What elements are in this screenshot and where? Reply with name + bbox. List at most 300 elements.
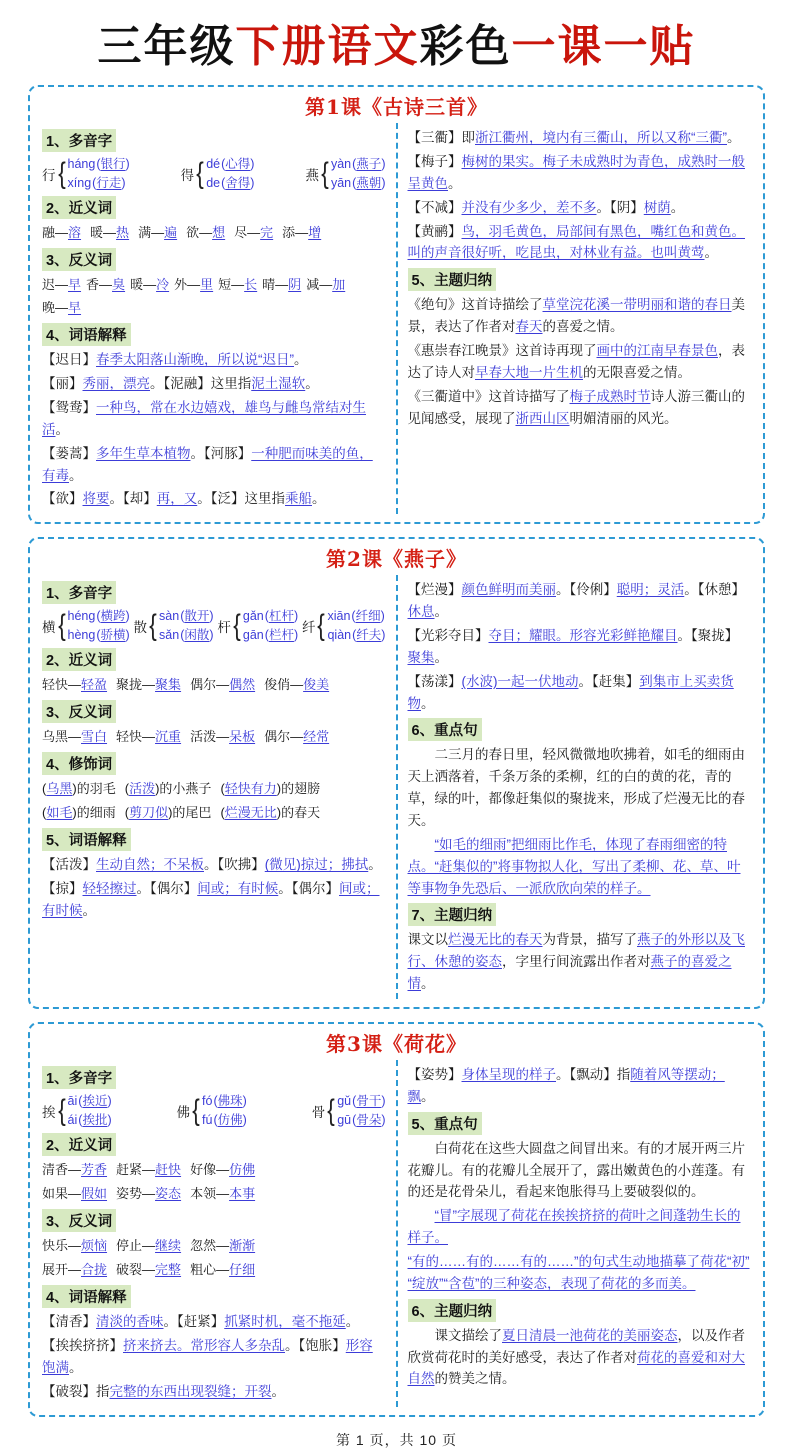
paren: ( [221, 157, 226, 172]
text-line [42, 397, 386, 441]
word-pair [42, 297, 81, 319]
text-segment: 浙江衢州，境内有三衢山，所以又称“三衢” [475, 130, 727, 146]
text-segment: 【河豚】 [204, 445, 252, 461]
lesson-card-lesson-3 [28, 1022, 765, 1417]
text-segment: 【挨挨挤挤】 [42, 1337, 123, 1353]
polyphone-readings [337, 1093, 385, 1129]
example-word: 纤细 [355, 609, 381, 624]
lesson-left-column [42, 123, 396, 514]
word-pair [306, 274, 345, 296]
paren: ) [381, 176, 386, 191]
paren: ( [213, 1112, 218, 1127]
pinyin: gǔ [337, 1093, 352, 1108]
lesson-left-column [42, 575, 396, 999]
text-segment: 【掠】 [42, 881, 83, 897]
pair-right: 热 [116, 224, 130, 240]
text-segment: 草堂浣花溪一带明丽和谐的春日 [542, 297, 732, 313]
word-pair [190, 1259, 255, 1281]
modified-noun: 的羽毛 [76, 781, 116, 797]
word-pair [190, 674, 255, 696]
word-pair [116, 726, 181, 748]
pair-left: 聚拢— [116, 676, 156, 692]
text-line [42, 1381, 386, 1403]
polyphone-readings [68, 1093, 112, 1129]
section-heading [42, 581, 386, 604]
modified-noun: 的细雨 [76, 805, 116, 821]
paren: ) [107, 1112, 112, 1127]
pair-left: 暖— [130, 277, 157, 293]
text-segment: 。 [556, 1066, 570, 1082]
section-heading [408, 718, 752, 741]
brace-icon: { [57, 1093, 66, 1127]
word-pair [282, 222, 321, 244]
text-segment: 春季太阳落山渐晚，所以说“迟日” [96, 352, 294, 368]
word-pair [90, 222, 129, 244]
lesson-sections [28, 85, 765, 1416]
title-segment: 三年级 [97, 21, 236, 72]
text-segment: 多年生草本植物 [96, 445, 191, 461]
pair-left: 姿势— [116, 1185, 156, 1201]
pair-right: 遍 [164, 224, 178, 240]
modified-noun: 的尾巴 [172, 805, 212, 821]
paren: ( [351, 609, 356, 624]
polyphone-reading [327, 608, 385, 625]
word-pair [130, 274, 169, 296]
text-line [408, 1205, 752, 1249]
pair-right: 继续 [155, 1237, 182, 1253]
word-pair [174, 274, 213, 296]
pair-right: 溶 [68, 224, 82, 240]
pair-left: 短— [218, 277, 245, 293]
lesson-right-column [396, 575, 752, 999]
text-line [408, 386, 752, 430]
section-heading [42, 129, 386, 152]
polyphone-reading [68, 156, 130, 173]
modifier-word: 乌黑 [46, 781, 73, 797]
modifier-item [42, 802, 116, 824]
word-pair [262, 274, 301, 296]
pinyin: háng [67, 157, 96, 172]
pair-left: 轻快— [42, 676, 82, 692]
word-pair [264, 726, 329, 748]
section-heading [42, 700, 386, 723]
modifier-word: 如毛 [46, 805, 73, 821]
paren: ) [125, 157, 130, 172]
word-pair [42, 274, 81, 296]
polyphone-reading [331, 156, 386, 173]
pair-left: 偶尔— [264, 729, 304, 745]
paren: ( [96, 157, 101, 172]
pair-right: 冷 [156, 277, 170, 293]
polyphone-readings [243, 608, 298, 644]
paren: ) [168, 805, 173, 821]
section-heading-label: 5、主题归纳 [408, 268, 497, 291]
polyphone-reading [202, 1093, 247, 1110]
paren: ) [125, 609, 130, 624]
text-segment: 。 [278, 881, 292, 897]
example-word: 挨批 [82, 1112, 108, 1127]
brace-icon: { [233, 609, 241, 643]
pair-right: 增 [308, 224, 322, 240]
example-word: 佛珠 [217, 1093, 243, 1108]
text-segment: 春天 [515, 319, 543, 335]
title-segment: 下册语文 [235, 21, 420, 72]
paren: ) [107, 1093, 112, 1108]
text-segment: 身体呈现的样子 [461, 1066, 556, 1082]
polyphone-readings [68, 608, 130, 644]
text-segment: 白荷花在这些大圆盘之间冒出来。有的才展开两三片花瓣儿。有的花瓣儿全展开了，露出嫩黄色的小莲蓬。有的还是花骨朵儿，看起来饱胀得马上要破裂似的。 [407, 1140, 745, 1200]
text-segment: 。 [596, 199, 610, 215]
polyphone-reading [68, 1093, 112, 1110]
text-segment: 早春大地一片生机 [475, 364, 583, 380]
pair-right: 阴 [288, 277, 302, 293]
pair-left: 活泼— [190, 729, 230, 745]
text-segment: 。 [677, 627, 691, 643]
text-segment: 【姿势】 [407, 1066, 462, 1082]
text-segment: 【却】 [123, 491, 157, 507]
example-word: 心得 [225, 157, 251, 172]
modifier-item [220, 802, 320, 824]
pair-left: 满— [138, 224, 165, 240]
pair-right: 加 [332, 277, 346, 293]
pair-right: 里 [200, 277, 214, 293]
pair-left: 快乐— [42, 1237, 82, 1253]
modifier-item [42, 778, 116, 800]
word-pairs-row [42, 222, 386, 244]
section-heading-label: 1、多音字 [42, 129, 116, 152]
paren: ( [264, 628, 269, 643]
paren: ( [78, 1112, 83, 1127]
polyphone-item [42, 608, 130, 644]
paren: ) [242, 1093, 247, 1108]
lesson-columns [42, 575, 751, 999]
pair-right: 俊美 [303, 676, 330, 692]
text-line [42, 373, 386, 395]
pair-right: 完整 [155, 1262, 182, 1278]
text-segment: 清淡的香味 [96, 1314, 164, 1330]
paren: ) [72, 781, 77, 797]
brace-icon: { [57, 609, 66, 643]
section-heading [42, 648, 386, 671]
paren: ) [276, 805, 282, 821]
text-line [408, 221, 752, 265]
polyphone-readings [68, 156, 130, 192]
pair-right: 臭 [112, 277, 126, 293]
pair-left: 忽然— [190, 1237, 230, 1253]
text-segment: 一种鸟，常在水边嬉戏，雄鸟与雌鸟常结对生活 [42, 399, 366, 437]
section-heading-label: 5、重点句 [408, 1112, 482, 1135]
polyphone-base-char: 燕 [305, 168, 319, 184]
text-line [42, 443, 386, 487]
text-segment: 夺目；耀眼。形容光彩鲜艳耀目 [488, 627, 678, 643]
polyphone-readings [202, 1093, 247, 1129]
word-pairs-row [42, 1235, 386, 1257]
word-pair [190, 1159, 255, 1181]
modifier-item [125, 778, 212, 800]
text-segment: 。 [109, 491, 123, 507]
title-segment: 彩色 [419, 21, 512, 72]
section-heading-label: 4、词语解释 [42, 323, 131, 346]
text-segment: 。 [578, 673, 592, 689]
polyphone-base-char: 佛 [176, 1104, 190, 1120]
pair-left: 尽— [234, 224, 261, 240]
text-segment: 《绝句》这首诗描绘了 [407, 297, 543, 313]
text-segment: 乘船 [285, 491, 312, 507]
text-segment: 随着风等摆动；飘 [407, 1066, 725, 1104]
brace-icon: { [196, 157, 204, 191]
text-segment: 课文描绘了 [434, 1327, 502, 1343]
pair-left: 好像— [190, 1161, 230, 1177]
word-pair [116, 1259, 181, 1281]
text-segment: 鸟，羽毛黄色，局部间有黑色，嘴红色和黄色。叫的声音很好听，吃昆虫，对林业有益。也叫黄莺 [407, 223, 745, 261]
polyphone-reading [331, 175, 386, 192]
text-segment: 。 [684, 582, 698, 598]
text-segment: 完整的东西出现裂缝；开裂 [109, 1383, 272, 1399]
pair-left: 融— [42, 224, 69, 240]
pair-left: 停止— [116, 1237, 156, 1253]
polyphone-readings [206, 156, 254, 192]
text-line [408, 1138, 752, 1204]
example-word: 银行 [100, 157, 126, 172]
word-pair [42, 222, 81, 244]
modifier-row [42, 802, 386, 824]
text-segment: 生动自然；不呆板 [96, 857, 204, 873]
text-segment: 。 [305, 376, 319, 392]
modifier-word: 剪刀似 [129, 805, 169, 821]
word-pair [116, 1159, 181, 1181]
text-segment: “有的……有的……有的……”的句式生动地描摹了荷花“初”“绽放”“含苞”的三种姿态，表现了荷花的多而美。 [407, 1254, 750, 1291]
polyphone-item [302, 608, 386, 644]
word-pair [190, 1183, 255, 1205]
paren: ) [209, 609, 214, 624]
lesson-title: 第2课《燕子》 [326, 547, 467, 572]
text-segment: 【赶集】 [592, 673, 640, 689]
text-segment: 。 [69, 1359, 83, 1375]
section-heading-label: 1、多音字 [42, 1066, 116, 1089]
text-line [408, 579, 752, 623]
pair-left: 本领— [190, 1185, 230, 1201]
text-segment: 诗人游三衢山的见闻感受，展现了 [407, 388, 745, 426]
modifier-word: 活泼 [129, 781, 156, 797]
pinyin: qiàn [327, 628, 352, 643]
word-pair [218, 274, 257, 296]
text-segment: 【休憩】 [697, 582, 745, 598]
pinyin: héng [67, 609, 96, 624]
text-segment: 。 [421, 1088, 435, 1104]
text-segment: 【不减】 [407, 199, 462, 215]
pair-left: 轻快— [116, 729, 156, 745]
pinyin: gān [242, 628, 264, 643]
pair-right: 经常 [303, 729, 330, 745]
text-line [42, 1311, 386, 1333]
section-heading-label: 5、词语解释 [42, 828, 131, 851]
polyphone-item [217, 608, 298, 644]
example-word: 杠杆 [268, 609, 294, 624]
text-segment: 【泛】 [210, 491, 245, 507]
pair-left: 如果— [42, 1185, 82, 1201]
text-segment: 【偶尔】 [150, 881, 198, 897]
paren: ( [124, 781, 130, 797]
paren: ) [276, 781, 282, 797]
polyphone-reading [337, 1112, 385, 1129]
pinyin: sàn [159, 609, 180, 624]
text-segment: 。 [421, 695, 435, 711]
text-segment: 。 [136, 881, 150, 897]
pair-right: 芳香 [81, 1161, 108, 1177]
section-heading [42, 1133, 386, 1156]
pair-right: 呆板 [229, 729, 256, 745]
polyphone-group [42, 608, 386, 644]
text-segment: “如毛的细雨”把细雨比作毛，体现了春雨细密的特点。“赶集似的”将事物拟人化，写出了柔柳、花、草、叶等事物争先恐后、一派欣欣向荣的样子。 [407, 836, 741, 896]
text-segment: 【欲】 [42, 491, 83, 507]
text-segment: 燕子的外形以及飞行、休憩的姿态 [407, 932, 745, 970]
text-segment: 。 [434, 604, 448, 620]
paren: ( [352, 628, 357, 643]
text-segment: 《三衢道中》这首诗描写了 [407, 388, 570, 404]
example-word: 挨近 [82, 1093, 108, 1108]
text-line [42, 854, 386, 876]
text-segment: 泥土湿软 [251, 376, 306, 392]
text-segment: 【迟日】 [42, 352, 96, 368]
pair-right: 合拢 [81, 1262, 108, 1278]
modified-noun: 的翅膀 [281, 781, 321, 797]
polyphone-item [42, 1093, 112, 1129]
text-segment: ，以及作者欣赏荷花时的美好感受，表达了作者对 [407, 1327, 745, 1365]
pair-right: 想 [212, 224, 226, 240]
pair-right: 本事 [229, 1185, 256, 1201]
pair-left: 欲— [186, 224, 213, 240]
modified-noun: 的小燕子 [159, 781, 212, 797]
example-word: 仿佛 [217, 1112, 243, 1127]
page-title [28, 18, 765, 75]
modifier-item [220, 778, 320, 800]
text-line [408, 929, 752, 995]
section-heading [42, 1209, 386, 1232]
polyphone-reading [68, 1112, 112, 1129]
text-line [408, 834, 752, 900]
polyphone-reading [159, 627, 214, 644]
text-segment: 【聚拢】 [691, 627, 739, 643]
polyphone-base-char: 得 [180, 168, 195, 184]
pinyin: hèng [67, 628, 96, 643]
lesson-title: 第1课《古诗三首》 [305, 95, 488, 120]
pair-right: 轻盈 [81, 676, 108, 692]
text-line [408, 294, 752, 338]
text-segment: 将要 [82, 491, 110, 507]
pair-left: 晴— [262, 277, 289, 293]
paren: ( [221, 176, 226, 191]
polyphone-base-char: 横 [42, 620, 56, 636]
pair-right: 沉重 [155, 729, 182, 745]
example-word: 燕朝 [356, 176, 382, 191]
pinyin: yān [330, 176, 352, 191]
polyphone-item [312, 1093, 386, 1129]
pair-right: 仔细 [229, 1262, 256, 1278]
section-heading [408, 903, 752, 926]
pair-left: 外— [174, 277, 201, 293]
text-segment: 。 [69, 467, 83, 483]
section-heading-label: 3、反义词 [42, 700, 116, 723]
word-pairs-row [42, 1159, 386, 1181]
polyphone-item [305, 156, 385, 192]
paren: ) [381, 1112, 386, 1127]
pair-right: 早 [68, 277, 82, 293]
example-word: 骨朵 [356, 1112, 382, 1127]
text-segment: 聚集 [407, 649, 435, 665]
pair-left: 迟— [42, 277, 69, 293]
polyphone-reading [68, 608, 130, 625]
text-segment: 。 [312, 491, 326, 507]
pair-right: 完 [260, 224, 274, 240]
text-segment: 【伶俐】 [569, 582, 617, 598]
polyphone-readings [327, 608, 385, 644]
modifier-word: 烂漫无比 [224, 805, 277, 821]
text-segment: 聪明；灵活 [616, 582, 685, 598]
paren: ( [352, 1093, 357, 1108]
polyphone-group [42, 1093, 386, 1129]
example-word: 闲散 [184, 628, 210, 643]
paren: ) [381, 157, 386, 172]
brace-icon: { [321, 157, 329, 191]
pair-left: 破裂— [116, 1262, 156, 1278]
pair-right: 假如 [81, 1185, 108, 1201]
polyphone-base-char: 散 [133, 620, 148, 636]
lesson-card-lesson-1 [28, 85, 765, 524]
polyphone-reading [159, 608, 214, 625]
text-segment: 再，又 [156, 491, 198, 507]
polyphone-base-char: 行 [42, 168, 56, 184]
section-heading-label: 3、反义词 [42, 1209, 116, 1232]
pair-right: 偶然 [229, 676, 256, 692]
word-pairs-row [42, 274, 386, 319]
text-segment: 【偶尔】 [291, 881, 339, 897]
section-heading-label: 1、多音字 [42, 581, 116, 604]
text-line [408, 197, 752, 219]
text-segment: 荷花的喜爱和对大自然 [407, 1349, 745, 1387]
paren: ( [78, 1093, 83, 1108]
paren: ( [352, 157, 357, 172]
text-segment: 。 [271, 1383, 285, 1399]
text-segment: 间或；有时候 [42, 881, 380, 919]
polyphone-group [42, 156, 386, 192]
word-pair [264, 674, 329, 696]
text-segment: 到集市上买卖货物 [407, 673, 734, 711]
text-segment: 。 [345, 1314, 360, 1330]
section-heading [42, 323, 386, 346]
pair-left: 展开— [42, 1262, 82, 1278]
text-segment: 。 [448, 175, 462, 191]
word-pairs-row [42, 1259, 386, 1281]
section-heading [42, 752, 386, 775]
text-segment: 形容饱满 [42, 1337, 373, 1375]
modifier-row [42, 778, 386, 800]
paren: ) [293, 628, 299, 643]
brace-icon: { [192, 1093, 200, 1127]
pinyin: fó [202, 1093, 213, 1108]
text-segment: ，字里行间流露出作者对 [502, 954, 651, 970]
text-segment: 【饱胀】 [298, 1337, 346, 1353]
brace-icon: { [149, 609, 157, 643]
paren: ( [96, 609, 101, 624]
polyphone-base-char: 骨 [311, 1104, 326, 1120]
text-segment: 。 [150, 376, 164, 392]
text-segment: 【光彩夺目】 [407, 627, 489, 643]
text-segment: 一种肥而味美的鱼，有毒 [42, 445, 373, 483]
polyphone-base-char: 纤 [301, 620, 316, 636]
section-heading [408, 268, 752, 291]
polyphone-reading [337, 1093, 385, 1110]
pair-left: 香— [86, 277, 113, 293]
